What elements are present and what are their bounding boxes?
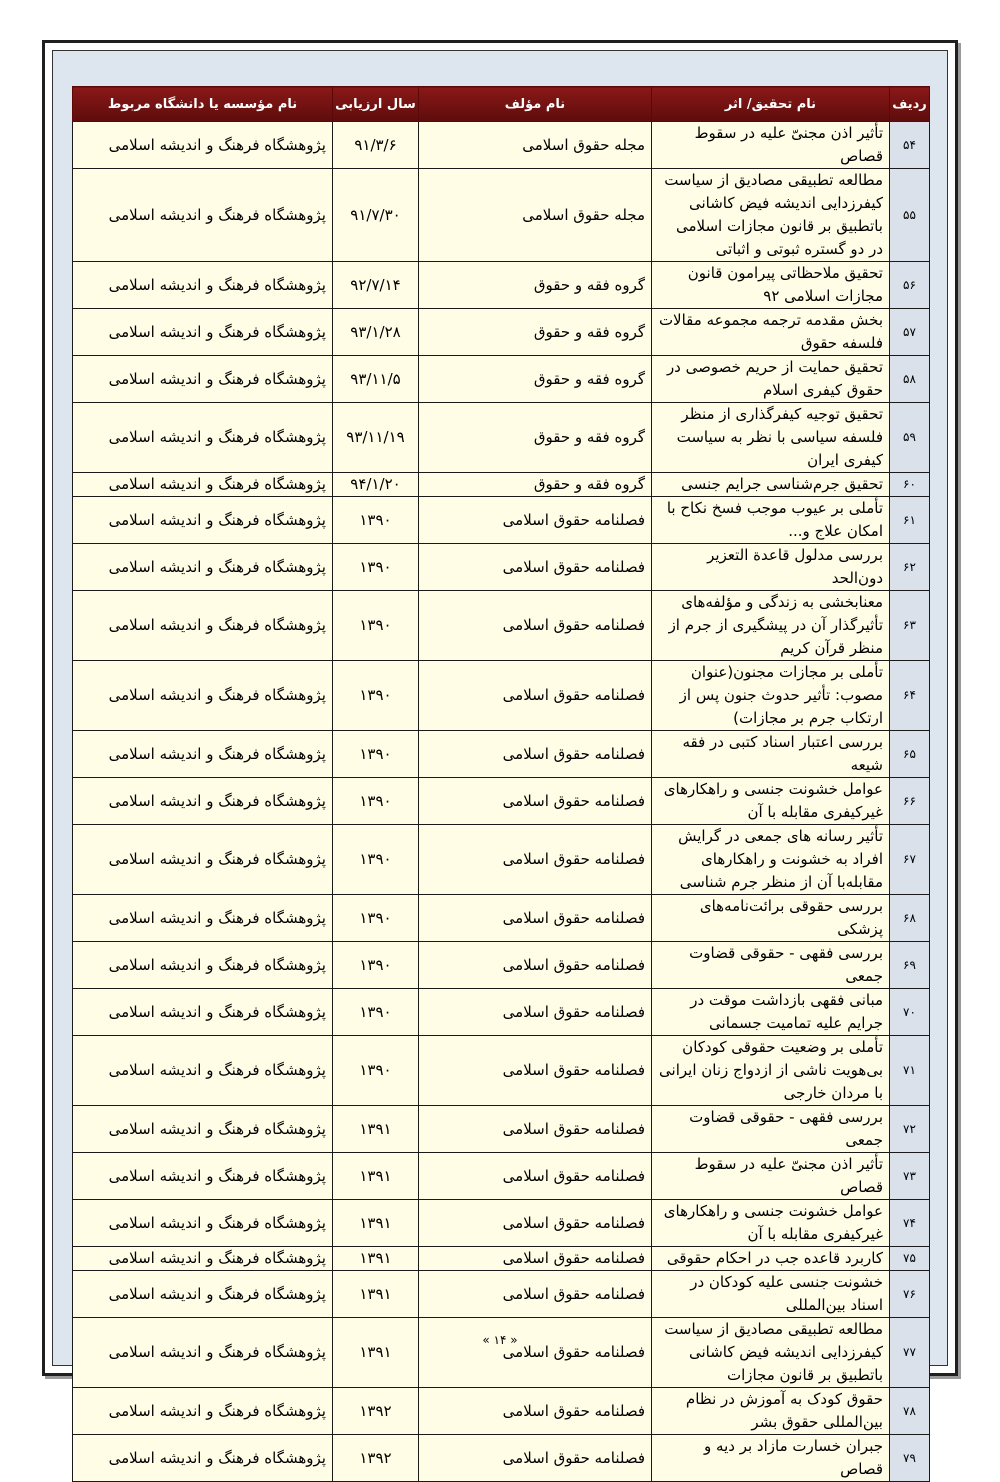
institution-cell: پژوهشگاه فرهنگ و اندیشه اسلامی [73, 591, 333, 661]
year-cell: ۹۳/۱۱/۱۹ [333, 403, 419, 473]
table-row [73, 1036, 930, 1106]
title-cell: خشونت جنسی علیه کودکان در اسناد بین‌المللی [652, 1271, 890, 1318]
year-cell: ۱۳۹۱ [333, 1153, 419, 1200]
author-cell: فصلنامه حقوق اسلامی [419, 895, 652, 942]
table-row [73, 122, 930, 169]
institution-cell: پژوهشگاه فرهنگ و اندیشه اسلامی [73, 661, 333, 731]
institution-cell: پژوهشگاه فرهنگ و اندیشه اسلامی [73, 1435, 333, 1482]
table-row [73, 309, 930, 356]
title-cell: تأملی بر وضعیت حقوقی کودکان بی‌هویت ناشی از ازدواج زنان ایرانی با مردان خارجی [652, 1036, 890, 1106]
title-cell: حقوق کودک به آموزش در نظام بین‌المللی حقوق بشر [652, 1388, 890, 1435]
header-institution: نام مؤسسه یا دانشگاه مربوط [73, 87, 333, 122]
row-number-cell: ۷۲ [890, 1106, 930, 1153]
row-number-cell: ۶۹ [890, 942, 930, 989]
author-cell: فصلنامه حقوق اسلامی [419, 1153, 652, 1200]
table-body [73, 122, 930, 1482]
row-number-cell: ۵۶ [890, 262, 930, 309]
author-cell: فصلنامه حقوق اسلامی [419, 1388, 652, 1435]
title-cell: مبانی فقهی بازداشت موقت در جرایم علیه تمامیت جسمانی [652, 989, 890, 1036]
title-cell: عوامل خشونت جنسی و راهکارهای غیرکیفری مقابله با آن [652, 1200, 890, 1247]
institution-cell: پژوهشگاه فرهنگ و اندیشه اسلامی [73, 1271, 333, 1318]
author-cell: فصلنامه حقوق اسلامی [419, 661, 652, 731]
institution-cell: پژوهشگاه فرهنگ و اندیشه اسلامی [73, 1106, 333, 1153]
table-row [73, 989, 930, 1036]
author-cell: مجله حقوق اسلامی [419, 169, 652, 262]
table-row [73, 1318, 930, 1388]
year-cell: ۹۱/۷/۳۰ [333, 169, 419, 262]
title-cell: تأملی بر عیوب موجب فسخ نکاح با امکان علاج و... [652, 497, 890, 544]
year-cell: ۹۳/۱۱/۵ [333, 356, 419, 403]
table-row [73, 262, 930, 309]
row-number-cell: ۶۴ [890, 661, 930, 731]
year-cell: ۹۲/۷/۱۴ [333, 262, 419, 309]
table-row [73, 942, 930, 989]
title-cell: تحقیق ملاحظاتی پیرامون قانون مجازات اسلامی ۹۲ [652, 262, 890, 309]
row-number-cell: ۷۴ [890, 1200, 930, 1247]
author-cell: فصلنامه حقوق اسلامی [419, 1036, 652, 1106]
institution-cell: پژوهشگاه فرهنگ و اندیشه اسلامی [73, 122, 333, 169]
header-title: نام تحقیق/ اثر [652, 87, 890, 122]
author-cell: فصلنامه حقوق اسلامی [419, 825, 652, 895]
title-cell: بررسی مدلول قاعدة التعزیر دون‌الحد [652, 544, 890, 591]
research-table [72, 86, 930, 1482]
institution-cell: پژوهشگاه فرهنگ و اندیشه اسلامی [73, 1036, 333, 1106]
author-cell: فصلنامه حقوق اسلامی [419, 1247, 652, 1271]
year-cell: ۱۳۹۰ [333, 895, 419, 942]
table-row [73, 895, 930, 942]
year-cell: ۱۳۹۱ [333, 1271, 419, 1318]
row-number-cell: ۶۰ [890, 473, 930, 497]
year-cell: ۱۳۹۰ [333, 825, 419, 895]
table-row [73, 1106, 930, 1153]
table-row [73, 1200, 930, 1247]
institution-cell: پژوهشگاه فرهنگ و اندیشه اسلامی [73, 825, 333, 895]
institution-cell: پژوهشگاه فرهنگ و اندیشه اسلامی [73, 1153, 333, 1200]
institution-cell: پژوهشگاه فرهنگ و اندیشه اسلامی [73, 309, 333, 356]
author-cell: فصلنامه حقوق اسلامی [419, 497, 652, 544]
row-number-cell: ۶۸ [890, 895, 930, 942]
year-cell: ۱۳۹۲ [333, 1388, 419, 1435]
institution-cell: پژوهشگاه فرهنگ و اندیشه اسلامی [73, 403, 333, 473]
row-number-cell: ۷۸ [890, 1388, 930, 1435]
institution-cell: پژوهشگاه فرهنگ و اندیشه اسلامی [73, 895, 333, 942]
year-cell: ۱۳۹۰ [333, 661, 419, 731]
row-number-cell: ۵۷ [890, 309, 930, 356]
institution-cell: پژوهشگاه فرهنگ و اندیشه اسلامی [73, 356, 333, 403]
table-row [73, 591, 930, 661]
author-cell: فصلنامه حقوق اسلامی [419, 1200, 652, 1247]
year-cell: ۱۳۹۰ [333, 591, 419, 661]
title-cell: تحقیق حمایت از حریم خصوصی در حقوق کیفری اسلام [652, 356, 890, 403]
row-number-cell: ۵۸ [890, 356, 930, 403]
table-row [73, 778, 930, 825]
year-cell: ۱۳۹۱ [333, 1318, 419, 1388]
year-cell: ۱۳۹۰ [333, 778, 419, 825]
institution-cell: پژوهشگاه فرهنگ و اندیشه اسلامی [73, 473, 333, 497]
year-cell: ۱۳۹۰ [333, 989, 419, 1036]
institution-cell: پژوهشگاه فرهنگ و اندیشه اسلامی [73, 942, 333, 989]
year-cell: ۱۳۹۰ [333, 731, 419, 778]
year-cell: ۱۳۹۱ [333, 1247, 419, 1271]
title-cell: تأثیر رسانه های جمعی در گرایش افراد به خشونت و راهکارهای مقابله‌با آن از منظر جرم شناسی [652, 825, 890, 895]
table-row [73, 1247, 930, 1271]
title-cell: جبران خسارت مازاد بر دیه و قصاص [652, 1435, 890, 1482]
title-cell: تأثیر اذن مجنیّ علیه در سقوط قصاص [652, 122, 890, 169]
table-row [73, 731, 930, 778]
title-cell: عوامل خشونت جنسی و راهکارهای غیرکیفری مقابله با آن [652, 778, 890, 825]
author-cell: فصلنامه حقوق اسلامی [419, 1106, 652, 1153]
author-cell: فصلنامه حقوق اسلامی [419, 591, 652, 661]
institution-cell: پژوهشگاه فرهنگ و اندیشه اسلامی [73, 1200, 333, 1247]
row-number-cell: ۵۹ [890, 403, 930, 473]
row-number-cell: ۶۵ [890, 731, 930, 778]
row-number-cell: ۷۱ [890, 1036, 930, 1106]
header-year: سال ارزیابی [333, 87, 419, 122]
row-number-cell: ۷۷ [890, 1318, 930, 1388]
table-header-row [73, 87, 930, 122]
title-cell: بررسی حقوقی برائت‌نامه‌های پزشکی [652, 895, 890, 942]
title-cell: بررسی فقهی - حقوقی قضاوت جمعی [652, 942, 890, 989]
year-cell: ۹۴/۱/۲۰ [333, 473, 419, 497]
author-cell: گروه فقه و حقوق [419, 262, 652, 309]
institution-cell: پژوهشگاه فرهنگ و اندیشه اسلامی [73, 544, 333, 591]
row-number-cell: ۵۵ [890, 169, 930, 262]
row-number-cell: ۵۴ [890, 122, 930, 169]
table-row [73, 169, 930, 262]
year-cell: ۱۳۹۲ [333, 1435, 419, 1482]
table-row [73, 1153, 930, 1200]
author-cell: گروه فقه و حقوق [419, 473, 652, 497]
institution-cell: پژوهشگاه فرهنگ و اندیشه اسلامی [73, 1318, 333, 1388]
title-cell: تحقیق جرم‌شناسی جرایم جنسی [652, 473, 890, 497]
institution-cell: پژوهشگاه فرهنگ و اندیشه اسلامی [73, 1388, 333, 1435]
row-number-cell: ۷۰ [890, 989, 930, 1036]
table-row [73, 661, 930, 731]
title-cell: بررسی اعتبار اسناد کتبی در فقه شیعه [652, 731, 890, 778]
year-cell: ۱۳۹۱ [333, 1106, 419, 1153]
author-cell: گروه فقه و حقوق [419, 309, 652, 356]
table-row [73, 1271, 930, 1318]
author-cell: فصلنامه حقوق اسلامی [419, 778, 652, 825]
year-cell: ۹۱/۳/۶ [333, 122, 419, 169]
header-author: نام مؤلف [419, 87, 652, 122]
table-row [73, 403, 930, 473]
author-cell: فصلنامه حقوق اسلامی [419, 544, 652, 591]
year-cell: ۱۳۹۰ [333, 497, 419, 544]
row-number-cell: ۶۶ [890, 778, 930, 825]
table-row [73, 1388, 930, 1435]
table-row [73, 544, 930, 591]
title-cell: تأملی بر مجازات مجنون(عنوان مصوب: تأثیر حدوث جنون پس از ارتکاب جرم بر مجازات) [652, 661, 890, 731]
institution-cell: پژوهشگاه فرهنگ و اندیشه اسلامی [73, 731, 333, 778]
title-cell: تأثیر اذن مجنیّ علیه در سقوط قصاص [652, 1153, 890, 1200]
table-row [73, 1435, 930, 1482]
title-cell: بررسی فقهی - حقوقی قضاوت جمعی [652, 1106, 890, 1153]
table-row [73, 473, 930, 497]
title-cell: معنابخشی به زندگی و مؤلفه‌های تأثیرگذار آن در پیشگیری از جرم از منظر قرآن کریم [652, 591, 890, 661]
title-cell: مطالعه تطبیقی مصادیق از سیاست کیفرزدایی اندیشه فیض کاشانی باتطبیق بر قانون مجازات اسلامی در دو گستره ثبوتی و اثباتی [652, 169, 890, 262]
row-number-cell: ۶۷ [890, 825, 930, 895]
author-cell: مجله حقوق اسلامی [419, 122, 652, 169]
row-number-cell: ۷۹ [890, 1435, 930, 1482]
year-cell: ۱۳۹۰ [333, 544, 419, 591]
institution-cell: پژوهشگاه فرهنگ و اندیشه اسلامی [73, 778, 333, 825]
author-cell: گروه فقه و حقوق [419, 403, 652, 473]
year-cell: ۱۳۹۱ [333, 1200, 419, 1247]
title-cell: بخش مقدمه ترجمه مجموعه مقالات فلسفه حقوق [652, 309, 890, 356]
row-number-cell: ۶۱ [890, 497, 930, 544]
title-cell: تحقیق توجیه کیفرگذاری از منظر فلسفه سیاسی با نظر به سیاست کیفری ایران [652, 403, 890, 473]
row-number-cell: ۷۶ [890, 1271, 930, 1318]
row-number-cell: ۶۲ [890, 544, 930, 591]
title-cell: کاربرد قاعده جب در احکام حقوقی [652, 1247, 890, 1271]
title-cell: مطالعه تطبیقی مصادیق از سیاست کیفرزدایی اندیشه فیض کاشانی باتطبیق بر قانون مجازات [652, 1318, 890, 1388]
institution-cell: پژوهشگاه فرهنگ و اندیشه اسلامی [73, 497, 333, 544]
table-row [73, 497, 930, 544]
year-cell: ۱۳۹۰ [333, 1036, 419, 1106]
author-cell: گروه فقه و حقوق [419, 356, 652, 403]
page-number: « ۱۴ » [482, 1333, 518, 1347]
header-row-number: ردیف [890, 87, 930, 122]
author-cell: فصلنامه حقوق اسلامی [419, 1318, 652, 1388]
author-cell: فصلنامه حقوق اسلامی [419, 942, 652, 989]
institution-cell: پژوهشگاه فرهنگ و اندیشه اسلامی [73, 989, 333, 1036]
row-number-cell: ۷۵ [890, 1247, 930, 1271]
year-cell: ۹۳/۱/۲۸ [333, 309, 419, 356]
year-cell: ۱۳۹۰ [333, 942, 419, 989]
row-number-cell: ۶۳ [890, 591, 930, 661]
author-cell: فصلنامه حقوق اسلامی [419, 731, 652, 778]
table-row [73, 356, 930, 403]
institution-cell: پژوهشگاه فرهنگ و اندیشه اسلامی [73, 169, 333, 262]
author-cell: فصلنامه حقوق اسلامی [419, 989, 652, 1036]
table-row [73, 825, 930, 895]
row-number-cell: ۷۳ [890, 1153, 930, 1200]
author-cell: فصلنامه حقوق اسلامی [419, 1271, 652, 1318]
institution-cell: پژوهشگاه فرهنگ و اندیشه اسلامی [73, 262, 333, 309]
author-cell: فصلنامه حقوق اسلامی [419, 1435, 652, 1482]
institution-cell: پژوهشگاه فرهنگ و اندیشه اسلامی [73, 1247, 333, 1271]
